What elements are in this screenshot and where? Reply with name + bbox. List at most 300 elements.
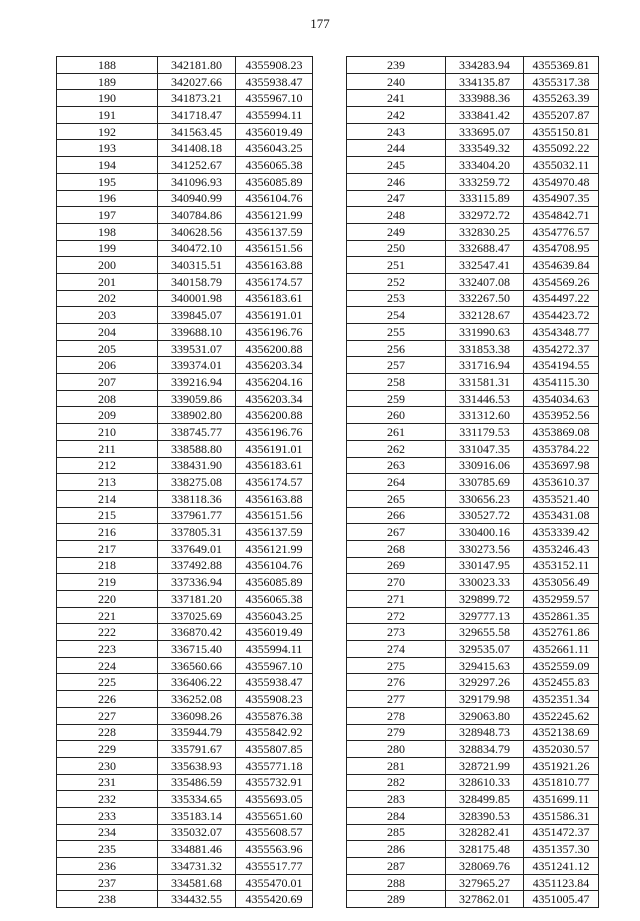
x-coordinate-cell: 342027.66: [158, 73, 236, 90]
y-coordinate-cell: 4352661.11: [524, 641, 599, 658]
y-coordinate-cell: 4355150.81: [524, 123, 599, 140]
point-number-cell: 205: [57, 340, 158, 357]
point-number-cell: 279: [347, 724, 446, 741]
point-number-cell: 226: [57, 691, 158, 708]
x-coordinate-cell: 329415.63: [446, 657, 524, 674]
y-coordinate-cell: 4353339.42: [524, 524, 599, 541]
x-coordinate-cell: 334135.87: [446, 73, 524, 90]
table-row: [347, 574, 599, 591]
table-row: [57, 624, 313, 641]
x-coordinate-cell: 331446.53: [446, 390, 524, 407]
table-row: [347, 791, 599, 808]
point-number-cell: 194: [57, 157, 158, 174]
point-number-cell: 212: [57, 457, 158, 474]
table-row: [57, 407, 313, 424]
point-number-cell: 249: [347, 223, 446, 240]
x-coordinate-cell: 338118.36: [158, 490, 236, 507]
x-coordinate-cell: 335334.65: [158, 791, 236, 808]
point-number-cell: 214: [57, 490, 158, 507]
y-coordinate-cell: 4356196.76: [236, 424, 313, 441]
table-row: [57, 257, 313, 274]
x-coordinate-cell: 335183.14: [158, 807, 236, 824]
point-number-cell: 200: [57, 257, 158, 274]
y-coordinate-cell: 4354034.63: [524, 390, 599, 407]
point-number-cell: 221: [57, 607, 158, 624]
x-coordinate-cell: 333841.42: [446, 107, 524, 124]
y-coordinate-cell: 4356200.88: [236, 340, 313, 357]
y-coordinate-cell: 4351005.47: [524, 891, 599, 908]
x-coordinate-cell: 333115.89: [446, 190, 524, 207]
x-coordinate-cell: 330656.23: [446, 490, 524, 507]
x-coordinate-cell: 336715.40: [158, 641, 236, 658]
table-row: [347, 591, 599, 608]
x-coordinate-cell: 329063.80: [446, 707, 524, 724]
point-number-cell: 271: [347, 591, 446, 608]
x-coordinate-cell: 332830.25: [446, 223, 524, 240]
y-coordinate-cell: 4354907.35: [524, 190, 599, 207]
table-row: [347, 641, 599, 658]
point-number-cell: 272: [347, 607, 446, 624]
point-number-cell: 277: [347, 691, 446, 708]
table-row: [57, 557, 313, 574]
table-row: [57, 207, 313, 224]
y-coordinate-cell: 4355771.18: [236, 757, 313, 774]
table-row: [347, 273, 599, 290]
point-number-cell: 215: [57, 507, 158, 524]
x-coordinate-cell: 339216.94: [158, 374, 236, 391]
y-coordinate-cell: 4352959.57: [524, 591, 599, 608]
x-coordinate-cell: 329655.58: [446, 624, 524, 641]
x-coordinate-cell: 335486.59: [158, 774, 236, 791]
x-coordinate-cell: 329297.26: [446, 674, 524, 691]
y-coordinate-cell: 4353152.11: [524, 557, 599, 574]
y-coordinate-cell: 4354423.72: [524, 307, 599, 324]
table-row: [347, 874, 599, 891]
point-number-cell: 262: [347, 440, 446, 457]
point-number-cell: 213: [57, 474, 158, 491]
point-number-cell: 203: [57, 307, 158, 324]
point-number-cell: 251: [347, 257, 446, 274]
y-coordinate-cell: 4355263.39: [524, 90, 599, 107]
y-coordinate-cell: 4355092.22: [524, 140, 599, 157]
y-coordinate-cell: 4356065.38: [236, 157, 313, 174]
table-row: [347, 357, 599, 374]
table-row: [347, 340, 599, 357]
y-coordinate-cell: 4351921.26: [524, 757, 599, 774]
point-number-cell: 240: [347, 73, 446, 90]
y-coordinate-cell: 4353431.08: [524, 507, 599, 524]
x-coordinate-cell: 341873.21: [158, 90, 236, 107]
point-number-cell: 222: [57, 624, 158, 641]
x-coordinate-cell: 336098.26: [158, 707, 236, 724]
table-row: [57, 874, 313, 891]
point-number-cell: 217: [57, 540, 158, 557]
point-number-cell: 233: [57, 807, 158, 824]
table-row: [57, 157, 313, 174]
point-number-cell: 274: [347, 641, 446, 658]
point-number-cell: 196: [57, 190, 158, 207]
y-coordinate-cell: 4354970.48: [524, 173, 599, 190]
table-row: [347, 774, 599, 791]
y-coordinate-cell: 4354497.22: [524, 290, 599, 307]
point-number-cell: 282: [347, 774, 446, 791]
table-row: [347, 190, 599, 207]
y-coordinate-cell: 4356121.99: [236, 207, 313, 224]
x-coordinate-cell: 334881.46: [158, 841, 236, 858]
table-row: [57, 57, 313, 74]
table-row: [347, 724, 599, 741]
y-coordinate-cell: 4355317.38: [524, 73, 599, 90]
x-coordinate-cell: 337805.31: [158, 524, 236, 541]
y-coordinate-cell: 4356104.76: [236, 190, 313, 207]
x-coordinate-cell: 327965.27: [446, 874, 524, 891]
table-row: [57, 457, 313, 474]
point-number-cell: 248: [347, 207, 446, 224]
y-coordinate-cell: 4355563.96: [236, 841, 313, 858]
x-coordinate-cell: 339531.07: [158, 340, 236, 357]
point-number-cell: 231: [57, 774, 158, 791]
x-coordinate-cell: 331581.31: [446, 374, 524, 391]
x-coordinate-cell: 338588.80: [158, 440, 236, 457]
table-row: [347, 73, 599, 90]
point-number-cell: 252: [347, 273, 446, 290]
point-number-cell: 208: [57, 390, 158, 407]
y-coordinate-cell: 4355967.10: [236, 90, 313, 107]
y-coordinate-cell: 4354115.30: [524, 374, 599, 391]
x-coordinate-cell: 341252.67: [158, 157, 236, 174]
x-coordinate-cell: 330023.33: [446, 574, 524, 591]
point-number-cell: 237: [57, 874, 158, 891]
x-coordinate-cell: 331047.35: [446, 440, 524, 457]
x-coordinate-cell: 335944.79: [158, 724, 236, 741]
point-number-cell: 257: [347, 357, 446, 374]
y-coordinate-cell: 4355994.11: [236, 641, 313, 658]
point-number-cell: 283: [347, 791, 446, 808]
table-row: [347, 90, 599, 107]
x-coordinate-cell: 332688.47: [446, 240, 524, 257]
y-coordinate-cell: 4352861.35: [524, 607, 599, 624]
x-coordinate-cell: 332407.08: [446, 273, 524, 290]
y-coordinate-cell: 4355876.38: [236, 707, 313, 724]
point-number-cell: 266: [347, 507, 446, 524]
table-row: [57, 240, 313, 257]
x-coordinate-cell: 330400.16: [446, 524, 524, 541]
point-number-cell: 236: [57, 858, 158, 875]
y-coordinate-cell: 4356200.88: [236, 407, 313, 424]
y-coordinate-cell: 4356085.89: [236, 574, 313, 591]
table-row: [57, 273, 313, 290]
x-coordinate-cell: 341408.18: [158, 140, 236, 157]
table-row: [347, 123, 599, 140]
x-coordinate-cell: 330916.06: [446, 457, 524, 474]
y-coordinate-cell: 4352559.09: [524, 657, 599, 674]
table-row: [57, 490, 313, 507]
point-number-cell: 253: [347, 290, 446, 307]
table-row: [57, 357, 313, 374]
point-number-cell: 206: [57, 357, 158, 374]
y-coordinate-cell: 4352351.34: [524, 691, 599, 708]
y-coordinate-cell: 4355651.60: [236, 807, 313, 824]
x-coordinate-cell: 336252.08: [158, 691, 236, 708]
point-number-cell: 190: [57, 90, 158, 107]
table-row: [57, 390, 313, 407]
point-number-cell: 264: [347, 474, 446, 491]
y-coordinate-cell: 4354569.26: [524, 273, 599, 290]
x-coordinate-cell: 328499.85: [446, 791, 524, 808]
x-coordinate-cell: 337961.77: [158, 507, 236, 524]
table-row: [347, 407, 599, 424]
y-coordinate-cell: 4356163.88: [236, 257, 313, 274]
x-coordinate-cell: 340001.98: [158, 290, 236, 307]
table-row: [57, 374, 313, 391]
table-row: [347, 657, 599, 674]
point-number-cell: 254: [347, 307, 446, 324]
x-coordinate-cell: 339374.01: [158, 357, 236, 374]
table-row: [347, 374, 599, 391]
table-row: [57, 574, 313, 591]
point-number-cell: 285: [347, 824, 446, 841]
table-row: [347, 474, 599, 491]
y-coordinate-cell: 4353697.98: [524, 457, 599, 474]
x-coordinate-cell: 329777.13: [446, 607, 524, 624]
point-number-cell: 255: [347, 324, 446, 341]
table-row: [57, 891, 313, 908]
point-number-cell: 218: [57, 557, 158, 574]
y-coordinate-cell: 4356191.01: [236, 440, 313, 457]
table-row: [347, 707, 599, 724]
x-coordinate-cell: 336406.22: [158, 674, 236, 691]
point-number-cell: 193: [57, 140, 158, 157]
point-number-cell: 191: [57, 107, 158, 124]
x-coordinate-cell: 331179.53: [446, 424, 524, 441]
table-row: [347, 140, 599, 157]
x-coordinate-cell: 337025.69: [158, 607, 236, 624]
y-coordinate-cell: 4356191.01: [236, 307, 313, 324]
x-coordinate-cell: 333695.07: [446, 123, 524, 140]
x-coordinate-cell: 327862.01: [446, 891, 524, 908]
y-coordinate-cell: 4353869.08: [524, 424, 599, 441]
x-coordinate-cell: 335032.07: [158, 824, 236, 841]
point-number-cell: 199: [57, 240, 158, 257]
table-row: [347, 540, 599, 557]
y-coordinate-cell: 4355908.23: [236, 691, 313, 708]
y-coordinate-cell: 4351472.37: [524, 824, 599, 841]
y-coordinate-cell: 4355470.01: [236, 874, 313, 891]
y-coordinate-cell: 4355420.69: [236, 891, 313, 908]
y-coordinate-cell: 4356137.59: [236, 524, 313, 541]
x-coordinate-cell: 330273.56: [446, 540, 524, 557]
x-coordinate-cell: 340784.86: [158, 207, 236, 224]
point-number-cell: 270: [347, 574, 446, 591]
table-row: [57, 807, 313, 824]
point-number-cell: 211: [57, 440, 158, 457]
y-coordinate-cell: 4356174.57: [236, 273, 313, 290]
y-coordinate-cell: 4353056.49: [524, 574, 599, 591]
x-coordinate-cell: 328282.41: [446, 824, 524, 841]
y-coordinate-cell: 4355807.85: [236, 741, 313, 758]
table-row: [347, 424, 599, 441]
point-number-cell: 246: [347, 173, 446, 190]
y-coordinate-cell: 4353246.43: [524, 540, 599, 557]
point-number-cell: 287: [347, 858, 446, 875]
y-coordinate-cell: 4356151.56: [236, 240, 313, 257]
table-row: [347, 524, 599, 541]
table-row: [57, 140, 313, 157]
point-number-cell: 239: [347, 57, 446, 74]
table-row: [57, 741, 313, 758]
point-number-cell: 198: [57, 223, 158, 240]
point-number-cell: 242: [347, 107, 446, 124]
point-number-cell: 241: [347, 90, 446, 107]
table-row: [347, 507, 599, 524]
point-number-cell: 225: [57, 674, 158, 691]
point-number-cell: 268: [347, 540, 446, 557]
x-coordinate-cell: 333259.72: [446, 173, 524, 190]
point-number-cell: 227: [57, 707, 158, 724]
x-coordinate-cell: 328069.76: [446, 858, 524, 875]
y-coordinate-cell: 4353784.22: [524, 440, 599, 457]
table-row: [57, 73, 313, 90]
x-coordinate-cell: 332547.41: [446, 257, 524, 274]
point-number-cell: 195: [57, 173, 158, 190]
y-coordinate-cell: 4356196.76: [236, 324, 313, 341]
table-row: [57, 774, 313, 791]
y-coordinate-cell: 4352761.86: [524, 624, 599, 641]
x-coordinate-cell: 340940.99: [158, 190, 236, 207]
y-coordinate-cell: 4353952.56: [524, 407, 599, 424]
table-row: [57, 524, 313, 541]
point-number-cell: 228: [57, 724, 158, 741]
x-coordinate-cell: 338902.80: [158, 407, 236, 424]
table-row: [57, 324, 313, 341]
table-row: [347, 691, 599, 708]
y-coordinate-cell: 4354639.84: [524, 257, 599, 274]
x-coordinate-cell: 329535.07: [446, 641, 524, 658]
table-row: [347, 440, 599, 457]
table-row: [57, 440, 313, 457]
table-row: [347, 741, 599, 758]
x-coordinate-cell: 334432.55: [158, 891, 236, 908]
table-row: [57, 290, 313, 307]
y-coordinate-cell: 4351123.84: [524, 874, 599, 891]
table-row: [57, 223, 313, 240]
point-number-cell: 209: [57, 407, 158, 424]
x-coordinate-cell: 333404.20: [446, 157, 524, 174]
y-coordinate-cell: 4356019.49: [236, 123, 313, 140]
table-row: [57, 173, 313, 190]
y-coordinate-cell: 4356174.57: [236, 474, 313, 491]
table-row: [57, 340, 313, 357]
y-coordinate-cell: 4355032.11: [524, 157, 599, 174]
y-coordinate-cell: 4354708.95: [524, 240, 599, 257]
x-coordinate-cell: 340315.51: [158, 257, 236, 274]
coordinates-table-right: [346, 56, 599, 908]
table-row: [57, 307, 313, 324]
x-coordinate-cell: 328175.48: [446, 841, 524, 858]
y-coordinate-cell: 4356085.89: [236, 173, 313, 190]
point-number-cell: 288: [347, 874, 446, 891]
x-coordinate-cell: 341718.47: [158, 107, 236, 124]
y-coordinate-cell: 4355938.47: [236, 73, 313, 90]
table-row: [347, 841, 599, 858]
y-coordinate-cell: 4354348.77: [524, 324, 599, 341]
x-coordinate-cell: 337492.88: [158, 557, 236, 574]
y-coordinate-cell: 4354776.57: [524, 223, 599, 240]
x-coordinate-cell: 340158.79: [158, 273, 236, 290]
x-coordinate-cell: 336870.42: [158, 624, 236, 641]
x-coordinate-cell: 328948.73: [446, 724, 524, 741]
y-coordinate-cell: 4356203.34: [236, 390, 313, 407]
x-coordinate-cell: 332972.72: [446, 207, 524, 224]
point-number-cell: 201: [57, 273, 158, 290]
y-coordinate-cell: 4352138.69: [524, 724, 599, 741]
y-coordinate-cell: 4355369.81: [524, 57, 599, 74]
point-number-cell: 244: [347, 140, 446, 157]
y-coordinate-cell: 4353610.37: [524, 474, 599, 491]
y-coordinate-cell: 4351810.77: [524, 774, 599, 791]
x-coordinate-cell: 333988.36: [446, 90, 524, 107]
y-coordinate-cell: 4355994.11: [236, 107, 313, 124]
table-row: [347, 858, 599, 875]
x-coordinate-cell: 329179.98: [446, 691, 524, 708]
table-row: [347, 624, 599, 641]
x-coordinate-cell: 328610.33: [446, 774, 524, 791]
x-coordinate-cell: 331716.94: [446, 357, 524, 374]
point-number-cell: 243: [347, 123, 446, 140]
table-row: [57, 691, 313, 708]
x-coordinate-cell: 339059.86: [158, 390, 236, 407]
table-row: [347, 891, 599, 908]
x-coordinate-cell: 340628.56: [158, 223, 236, 240]
x-coordinate-cell: 332128.67: [446, 307, 524, 324]
x-coordinate-cell: 337336.94: [158, 574, 236, 591]
point-number-cell: 273: [347, 624, 446, 641]
y-coordinate-cell: 4355207.87: [524, 107, 599, 124]
y-coordinate-cell: 4356203.34: [236, 357, 313, 374]
table-row: [347, 557, 599, 574]
point-number-cell: 284: [347, 807, 446, 824]
point-number-cell: 216: [57, 524, 158, 541]
point-number-cell: 204: [57, 324, 158, 341]
x-coordinate-cell: 340472.10: [158, 240, 236, 257]
y-coordinate-cell: 4356121.99: [236, 540, 313, 557]
table-row: [57, 707, 313, 724]
x-coordinate-cell: 335638.93: [158, 757, 236, 774]
point-number-cell: 238: [57, 891, 158, 908]
table-row: [57, 540, 313, 557]
x-coordinate-cell: 338275.08: [158, 474, 236, 491]
y-coordinate-cell: 4354272.37: [524, 340, 599, 357]
x-coordinate-cell: 342181.80: [158, 57, 236, 74]
point-number-cell: 260: [347, 407, 446, 424]
point-number-cell: 267: [347, 524, 446, 541]
point-number-cell: 220: [57, 591, 158, 608]
point-number-cell: 224: [57, 657, 158, 674]
table-row: [57, 791, 313, 808]
table-row: [57, 190, 313, 207]
y-coordinate-cell: 4356043.25: [236, 607, 313, 624]
y-coordinate-cell: 4356104.76: [236, 557, 313, 574]
y-coordinate-cell: 4351586.31: [524, 807, 599, 824]
table-row: [57, 757, 313, 774]
x-coordinate-cell: 329899.72: [446, 591, 524, 608]
x-coordinate-cell: 341563.45: [158, 123, 236, 140]
x-coordinate-cell: 330785.69: [446, 474, 524, 491]
table-row: [57, 123, 313, 140]
point-number-cell: 229: [57, 741, 158, 758]
y-coordinate-cell: 4354842.71: [524, 207, 599, 224]
y-coordinate-cell: 4353521.40: [524, 490, 599, 507]
